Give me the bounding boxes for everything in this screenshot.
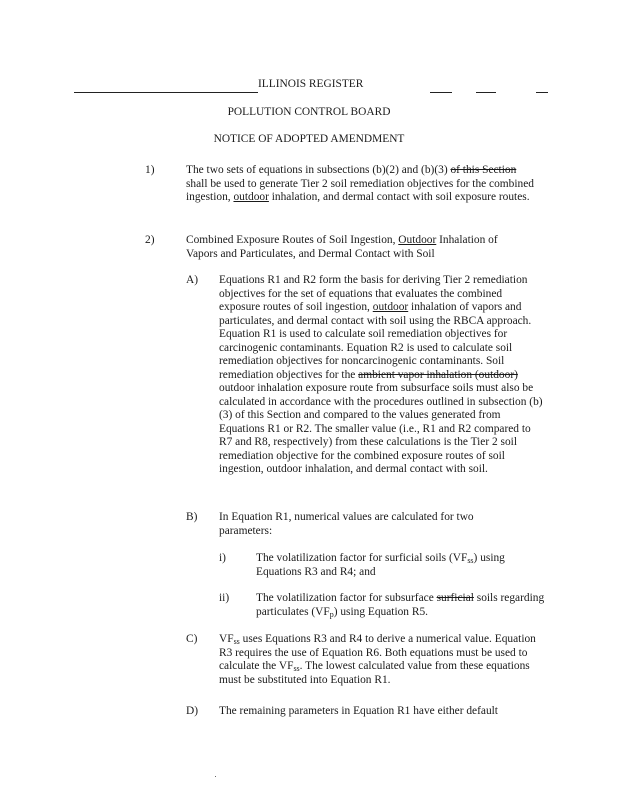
item-C-number: C)	[186, 633, 198, 645]
item-C-text: $VF_{ss}$ uses Equations R3 and R4 to derive a numerical value. Equation R3 requires the use of Equation R6. Both equations must be used to calculate the $VF_{ss}$. The lowest calculated value from these equations must be substituted into Equation R1.	[219, 633, 536, 686]
item-1-deleted-text: of this Section	[450, 164, 517, 176]
item-A-deleted-text: ambient vapor inhalation (outdoor)	[358, 368, 518, 381]
register-title: ILLINOIS REGISTER	[258, 78, 364, 90]
page-speck	[215, 776, 216, 777]
header-rule-right-2	[476, 92, 496, 93]
item-2-number: 2)	[145, 234, 155, 246]
item-B-ii-text: The volatilization factor for subsurface surficial soils regarding particulates $(VF_p)$ using Equation R5.	[256, 592, 545, 619]
item-2-heading: Combined Exposure Routes of Soil Ingestion, Outdoor Inhalation of Vapors and Particulates, and Dermal Contact with Soil	[186, 234, 498, 260]
item-1-number: 1)	[145, 164, 155, 176]
item-1-inserted-text: outdoor	[233, 191, 269, 203]
notice-title: NOTICE OF ADOPTED AMENDMENT	[213, 133, 405, 145]
item-2-inserted-text: Outdoor	[398, 234, 437, 246]
item-D-text: The remaining parameters in Equation R1 have either default	[219, 705, 498, 717]
item-B-text: In Equation R1, numerical values are calculated for two parameters:	[219, 511, 474, 537]
item-A-text: Equations R1 and R2 form the basis for deriving Tier 2 remediation objectives for the set of equations that evaluates the combined exposure routes of soil ingestion, outdoor inhalation of vapors and particulates, and dermal contact with soil using the RBCA approach. Equation R1 is used to calculate soil remediation objectives for carcinogenic contaminants. Equation R2 is used to calculate soil remediation objectives for noncarcinogenic contaminants. Soil remediation objectives for the ambient vapor inhalation (outdoor) outdoor inhalation exposure route from subsurface soils must also be calculated in accordance with the procedures outlined in subsection (b)(3) of this Section and compared to the values generated from Equations R1 or R2. The smaller value (i.e., R1 and R2 compared to R7 and R8, respectively) from these calculations is the Tier 2 soil remediation objective for the combined exposure routes of soil ingestion, outdoor inhalation, and dermal contact with soil.	[219, 274, 543, 475]
item-B-ii-deleted-text: surficial	[436, 592, 474, 604]
header-rule-right-3	[536, 92, 548, 93]
item-A-number: A)	[186, 274, 199, 286]
item-B-ii-number: ii)	[219, 592, 230, 604]
header-rule-right-1	[430, 92, 452, 93]
item-1-text: The two sets of equations in subsections (b)(2) and (b)(3) of this Section shall be used to generate Tier 2 soil remediation objectives for the combined ingestion, outdoor inhalation, and dermal contact with soil exposure routes.	[186, 164, 534, 203]
item-B-number: B)	[186, 511, 198, 523]
item-B-i-number: i)	[219, 552, 226, 564]
board-title: POLLUTION CONTROL BOARD	[227, 106, 391, 118]
item-B-i-text: The volatilization factor for surficial soils $(VF_{ss})$ using Equations R3 and R4; and	[256, 552, 505, 578]
item-A-inserted-text: outdoor	[372, 301, 409, 313]
item-D-number: D)	[186, 705, 199, 717]
header-rule-left	[74, 92, 258, 93]
